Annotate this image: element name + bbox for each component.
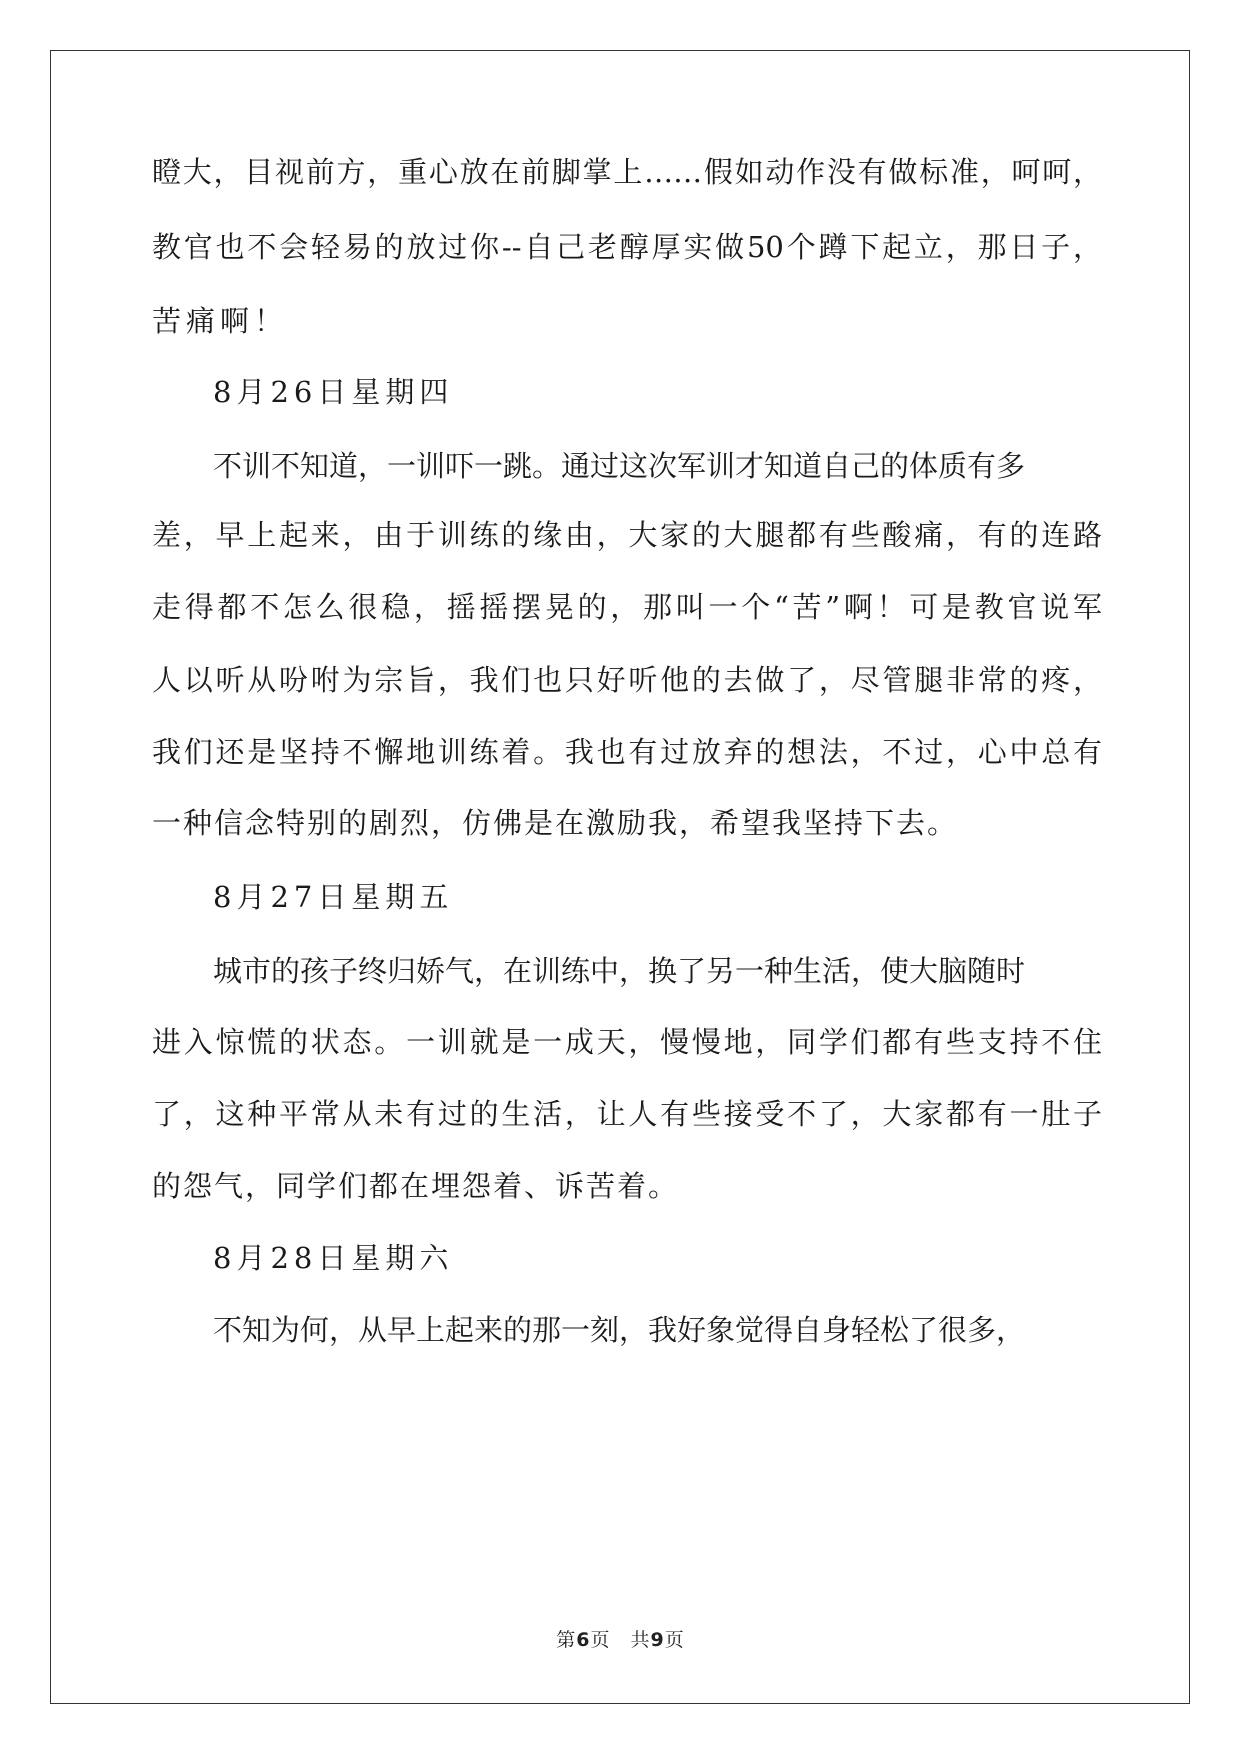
text-line: 不训不知道，一训吓一跳。通过这次军训才知道自己的体质有多	[213, 449, 1026, 483]
text-line: 人以听从吩咐为宗旨，我们也只好听他的去做了，尽管腿非常的疼，	[152, 663, 1102, 697]
page-footer	[0, 1628, 1241, 1652]
footer-middle: 页 共	[590, 1629, 651, 1651]
date-heading: 8月28日星期六	[213, 1241, 454, 1275]
date-heading: 8月26日星期四	[213, 375, 454, 409]
text-line: 差，早上起来，由于训练的缘由，大家的大腿都有些酸痛，有的连路	[152, 518, 1102, 552]
text-line: 不知为何，从早上起来的那一刻，我好象觉得自身轻松了很多，	[213, 1313, 1026, 1347]
text-line: 瞪大，目视前方，重心放在前脚掌上……假如动作没有做标准，呵呵，	[152, 155, 1102, 189]
text-line: 教官也不会轻易的放过你--自己老醇厚实做50个蹲下起立，那日子，	[152, 230, 1102, 264]
text-line: 城市的孩子终归娇气，在训练中，换了另一种生活，使大脑随时	[213, 954, 1026, 988]
text-line: 了，这种平常从未有过的生活，让人有些接受不了，大家都有一肚子	[152, 1097, 1102, 1131]
footer-suffix: 页	[664, 1629, 685, 1651]
text-line: 的怨气，同学们都在埋怨着、诉苦着。	[152, 1169, 680, 1203]
text-line: 一种信念特别的剧烈，仿佛是在激励我，希望我坚持下去。	[152, 806, 959, 840]
text-line: 走得都不怎么很稳，摇摇摆晃的，那叫一个“苦”啊！可是教官说军	[152, 590, 1102, 624]
total-pages-number: 9	[650, 1629, 665, 1651]
text-line: 进入惊慌的状态。一训就是一成天，慢慢地，同学们都有些支持不住	[152, 1025, 1102, 1059]
footer-prefix: 第	[556, 1629, 577, 1651]
current-page-number: 6	[576, 1629, 591, 1651]
text-line: 我们还是坚持不懈地训练着。我也有过放弃的想法，不过，心中总有	[152, 735, 1102, 769]
date-heading: 8月27日星期五	[213, 880, 454, 914]
text-line: 苦痛啊！	[152, 304, 289, 338]
